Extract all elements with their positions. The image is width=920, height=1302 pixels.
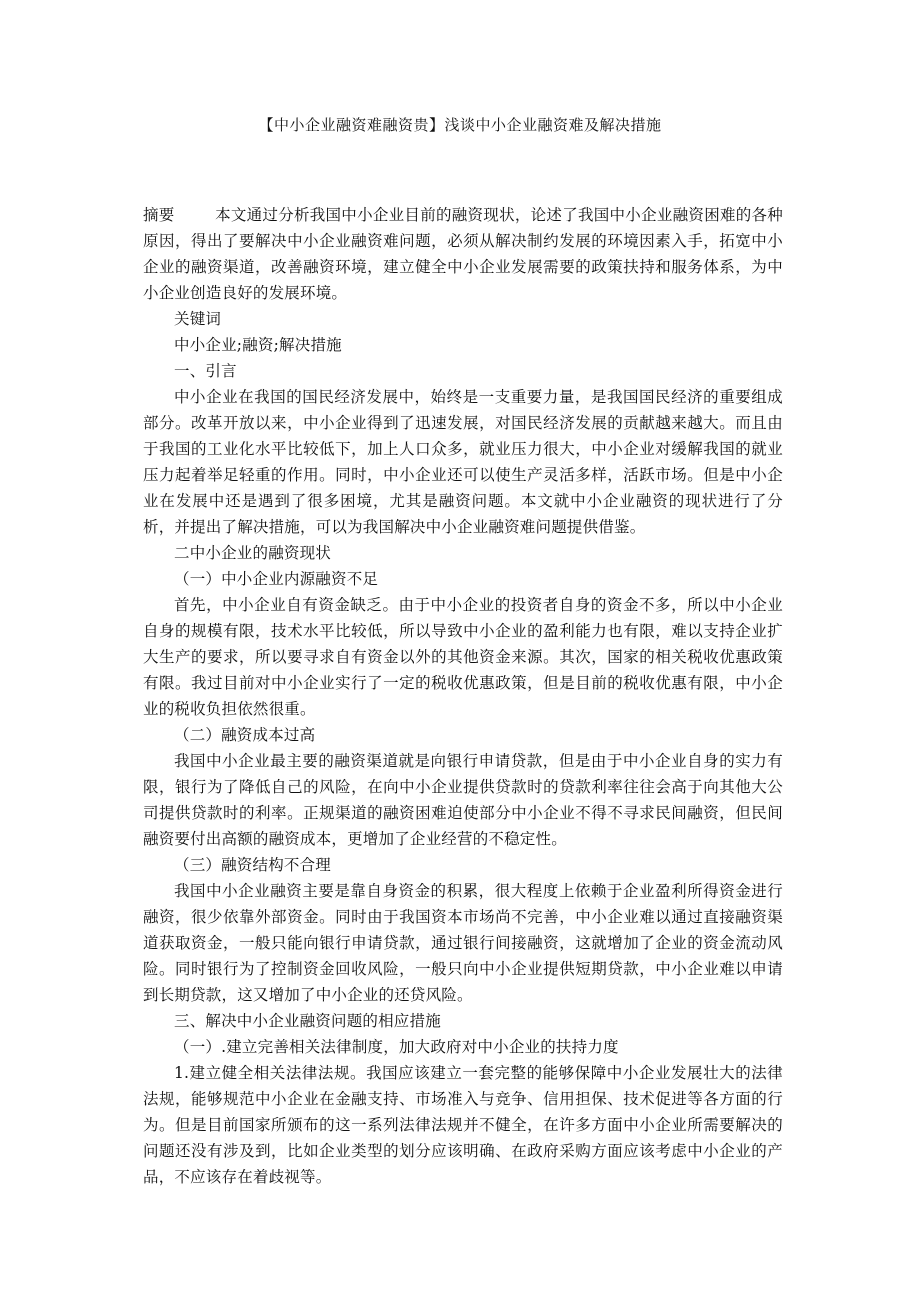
- section-heading-status: 二中小企业的融资现状: [174, 544, 332, 562]
- section-heading-measures: 三、解决中小企业融资问题的相应措施: [174, 1012, 441, 1030]
- paragraph-structure: 我国中小企业融资主要是靠自身资金的积累，很大程度上依赖于企业盈利所得资金进行融资，很少依靠外部资金。同时由于我国资本市场尚不完善，中小企业难以通过直接融资渠道获取资金，一般只能向银行申请贷款，通过银行间接融资，这就增加了企业的资金流动风险。同时银行为了控制资金回收风险，一般只向中小企业提供短期贷款，中小企业难以申请到长期贷款，这又增加了中小企业的还贷风险。: [143, 882, 783, 1004]
- subsection-heading-structure: （三）融资结构不合理: [174, 856, 332, 874]
- paragraph-legal: 1.建立健全相关法律法规。我国应该建立一套完整的能够保障中小企业发展壮大的法律法规，能够规范中小企业在金融支持、市场准入与竞争、信用担保、技术促进等各方面的行为。但是目前国家所颁布的这一系列法律法规并不健全，在许多方面中小企业所需要解决的问题还没有涉及到，比如企业类型的划分应该明确、在政府采购方面应该考虑中小企业的产品，不应该存在着歧视等。: [143, 1064, 783, 1186]
- abstract-paragraph: [143, 202, 783, 306]
- subsection-heading-legal: （一）.建立完善相关法律制度，加大政府对中小企业的扶持力度: [174, 1038, 619, 1056]
- document-body: [143, 202, 783, 1190]
- section-paragraph-introduction: 中小企业在我国的国民经济发展中，始终是一支重要力量，是我国国民经济的重要组成部分。改革开放以来，中小企业得到了迅速发展，对国民经济发展的贡献越来越大。而且由于我国的工业化水平比较低下，加上人口众多，就业压力很大，中小企业对缓解我国的就业压力起着举足轻重的作用。同时，中小企业还可以使生产灵活多样，活跃市场。但是中小企业在发展中还是遇到了很多困境，尤其是融资问题。本文就中小企业融资的现状进行了分析，并提出了解决措施，可以为我国解决中小企业融资难问题提供借鉴。: [143, 388, 783, 536]
- abstract-label: 摘要: [143, 206, 175, 224]
- document-title: 【中小企业融资难融资贵】浅谈中小企业融资难及解决措施: [258, 116, 662, 134]
- keywords-label: 关键词: [174, 310, 222, 328]
- abstract-text: 本文通过分析我国中小企业目前的融资现状，论述了我国中小企业融资困难的各种原因，得出了要解决中小企业融资难问题，必须从解决制约发展的环境因素入手，拓宽中小企业的融资渠道，改善融资环境，建立健全中小企业发展需要的政策扶持和服务体系，为中小企业创造良好的发展环境。: [143, 206, 783, 302]
- section-heading-introduction: 一、引言: [174, 362, 237, 380]
- subsection-heading-cost: （二）融资成本过高: [174, 726, 316, 744]
- paragraph-internal-financing: 首先，中小企业自有资金缺乏。由于中小企业的投资者自身的资金不多，所以中小企业自身的规模有限，技术水平比较低，所以导致中小企业的盈利能力也有限，难以支持企业扩大生产的要求，所以要寻求自有资金以外的其他资金来源。其次，国家的相关税收优惠政策有限。我过目前对中小企业实行了一定的税收优惠政策，但是目前的税收优惠有限，中小企业的税收负担依然很重。: [143, 596, 783, 718]
- keywords-text: 中小企业;融资;解决措施: [174, 336, 342, 354]
- subsection-heading-internal-financing: （一）中小企业内源融资不足: [174, 570, 379, 588]
- paragraph-cost: 我国中小企业最主要的融资渠道就是向银行申请贷款，但是由于中小企业自身的实力有限，银行为了降低自己的风险，在向中小企业提供贷款时的贷款利率往往会高于向其他大公司提供贷款时的利率。正规渠道的融资困难迫使部分中小企业不得不寻求民间融资，但民间融资要付出高额的融资成本，更增加了企业经营的不稳定性。: [143, 752, 783, 848]
